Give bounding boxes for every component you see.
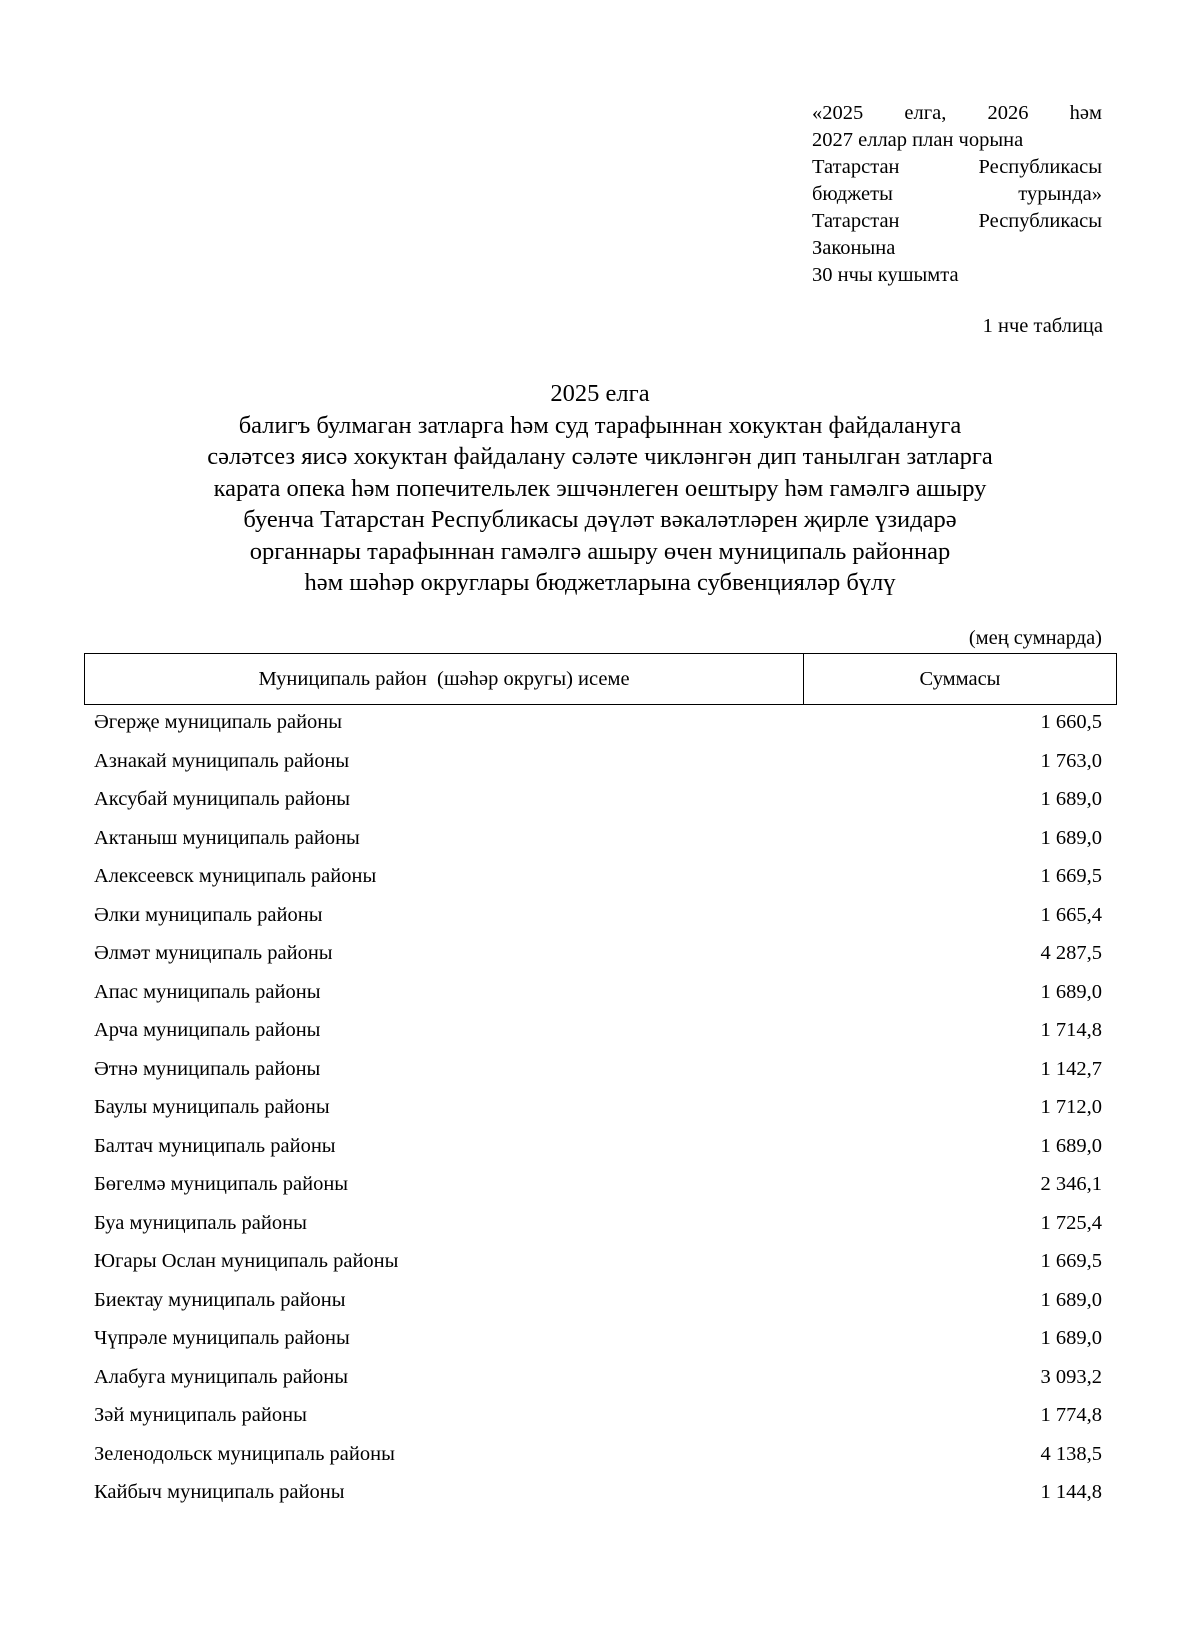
row-amount: 1 689,0 — [1040, 1134, 1102, 1157]
title-line: сәләтсез яисә хокуктан файдалану сәләте чикләнгән дип танылган затларга — [207, 443, 993, 470]
table-row — [94, 746, 1102, 785]
title-line: һәм шәһәр округлары бюджетларына субвенцияләр бүлү — [304, 569, 896, 596]
row-amount: 1 714,8 — [1040, 1019, 1102, 1041]
row-name: Алексеевск муниципаль районы — [94, 865, 377, 887]
table-row — [94, 1015, 1102, 1054]
table-header — [84, 653, 1117, 705]
annex-line: бюджеты турында» — [812, 183, 1102, 205]
annex-line: Татарстан Республикасы — [812, 210, 1102, 232]
row-amount: 1 669,5 — [1040, 1250, 1102, 1272]
row-name: Әтнә муниципаль районы — [94, 1057, 321, 1080]
row-amount: 1 689,0 — [1040, 1327, 1102, 1349]
row-amount: 1 689,0 — [1040, 826, 1102, 849]
table-row — [94, 1246, 1102, 1285]
row-name: Аксубай муниципаль районы — [94, 788, 351, 810]
annex-line: 30 нчы кушымта — [812, 264, 959, 286]
header-amount: Суммасы — [919, 667, 1001, 690]
row-amount: 2 346,1 — [1040, 1173, 1102, 1195]
row-name: Биектау муниципаль районы — [94, 1288, 346, 1311]
table-row — [94, 1439, 1102, 1478]
table-row — [94, 1362, 1102, 1401]
table-row — [94, 938, 1102, 977]
title-line: балигъ булмаган затларга һәм суд тарафыннан хокуктан файдалануга — [238, 411, 962, 439]
row-amount: 1 689,0 — [1040, 1288, 1102, 1311]
annex-line: «2025 елга, 2026 һәм — [812, 102, 1102, 124]
row-name: Әлмәт муниципаль районы — [94, 942, 333, 964]
row-amount: 1 763,0 — [1040, 749, 1102, 772]
row-amount: 3 093,2 — [1040, 1365, 1102, 1388]
title-line: органнары тарафыннан гамәлгә ашыру өчен муниципаль районнар — [249, 537, 951, 565]
header-name: Муниципаль район (шәһәр округы) исеме — [85, 654, 804, 704]
row-amount: 4 138,5 — [1040, 1442, 1102, 1465]
annex-line: Татарстан Республикасы — [812, 156, 1102, 178]
row-name: Әлки муниципаль районы — [94, 903, 323, 926]
table-number: 1 нче таблица — [982, 315, 1103, 337]
row-name: Чүпрәле муниципаль районы — [94, 1327, 350, 1349]
row-amount: 1 774,8 — [1040, 1404, 1102, 1426]
table-row — [94, 1400, 1102, 1439]
row-amount: 4 287,5 — [1040, 942, 1102, 964]
row-name: Актаныш муниципаль районы — [94, 826, 360, 849]
unit-note: (мең сумнарда) — [968, 627, 1102, 649]
table-row — [94, 1131, 1102, 1170]
row-name: Алабуга муниципаль районы — [94, 1365, 349, 1388]
row-amount: 1 660,5 — [1040, 711, 1102, 733]
table-row — [94, 784, 1102, 823]
title-line: буенча Татарстан Республикасы дәүләт вәкаләтләрен җирле үзидарә — [243, 506, 957, 533]
row-name: Зәй муниципаль районы — [94, 1404, 307, 1426]
annex-line: Законына — [812, 237, 896, 259]
row-amount: 1 144,8 — [1040, 1481, 1102, 1503]
row-name: Югары Ослан муниципаль районы — [94, 1250, 399, 1272]
row-name: Әгерҗе муниципаль районы — [94, 711, 343, 733]
table-row — [94, 1092, 1102, 1131]
table-row — [94, 977, 1102, 1016]
row-amount: 1 725,4 — [1040, 1211, 1102, 1234]
document-title — [100, 378, 1100, 599]
row-name: Арча муниципаль районы — [94, 1019, 321, 1041]
table-row — [94, 861, 1102, 900]
row-amount: 1 665,4 — [1040, 903, 1102, 926]
title-line: карата опека һәм попечительлек эшчәнлеген оештыру һәм гамәлгә ашыру — [213, 474, 987, 502]
row-name: Бөгелмә муниципаль районы — [94, 1173, 349, 1195]
table-row — [94, 1054, 1102, 1093]
table-body — [94, 707, 1102, 1516]
annex-reference — [812, 100, 1102, 289]
table-row — [94, 1285, 1102, 1324]
table-row — [94, 1208, 1102, 1247]
table-row — [94, 1169, 1102, 1208]
row-amount: 1 142,7 — [1040, 1057, 1102, 1080]
row-name: Азнакай муниципаль районы — [94, 749, 350, 772]
row-name: Зеленодольск муниципаль районы — [94, 1442, 395, 1465]
table-row — [94, 900, 1102, 939]
table-row — [94, 1323, 1102, 1362]
row-amount: 1 669,5 — [1040, 865, 1102, 887]
row-amount: 1 689,0 — [1040, 980, 1102, 1003]
row-name: Апас муниципаль районы — [94, 980, 321, 1003]
row-name: Балтач муниципаль районы — [94, 1134, 336, 1157]
table-row — [94, 707, 1102, 746]
row-amount: 1 712,0 — [1040, 1096, 1102, 1118]
row-name: Баулы муниципаль районы — [94, 1096, 330, 1118]
annex-line: 2027 еллар план чорына — [812, 129, 1024, 151]
row-amount: 1 689,0 — [1040, 788, 1102, 810]
row-name: Буа муниципаль районы — [94, 1211, 307, 1234]
row-name: Кайбыч муниципаль районы — [94, 1481, 345, 1503]
title-line: 2025 елга — [550, 380, 650, 407]
table-row — [94, 823, 1102, 862]
table-row — [94, 1477, 1102, 1516]
